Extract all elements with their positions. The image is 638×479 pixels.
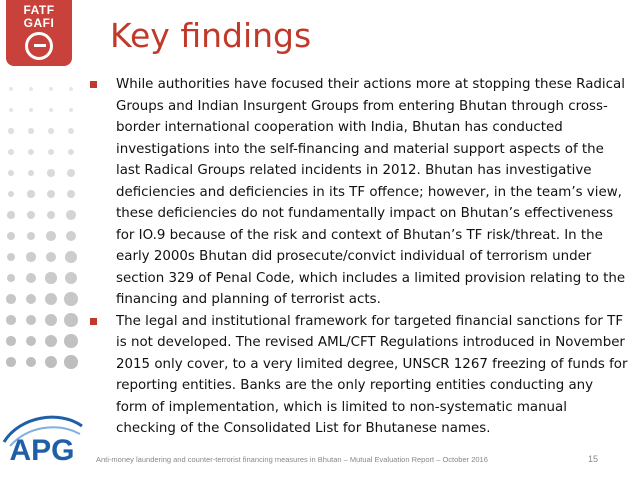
decorative-dot — [49, 108, 54, 113]
decorative-dot — [47, 211, 56, 220]
decorative-dot — [66, 231, 77, 242]
decorative-dot — [8, 191, 15, 198]
decorative-dot — [6, 336, 15, 345]
decorative-dot — [6, 357, 15, 366]
decorative-dot — [27, 190, 34, 197]
square-bullet-icon — [90, 81, 97, 88]
footer-caption: Anti-money laundering and counter-terrorist financing measures in Bhutan – Mutual Evaluation Report – October 2016 — [96, 455, 488, 464]
finding-bullet-1 — [88, 74, 628, 311]
decorative-dot — [26, 315, 37, 326]
decorative-dot — [29, 87, 33, 91]
decorative-dot — [7, 253, 15, 261]
decorative-dot — [8, 149, 14, 155]
decorative-dot — [45, 314, 57, 326]
finding-text-1: While authorities have focused their actions more at stopping these Radical Groups and Indian Insurgent Groups from entering Bhutan through cross-border international cooperation with India, Bhutan has conducted investigations into the self-financing and material support aspects of the last Radical Groups related incidents in 2012. Bhutan has investigative deficiencies and deficiencies in its TF offence; however, in the team’s view, these deficiencies do not fundamentally impact on Bhutan’s effectiveness for IO.9 because of the risk and context of Bhutan’s TF risk/threat. In the early 2000s Bhutan did prosecute/convict individual of terrorism under section 329 of Penal Code, which includes a limited provision relating to the financing and planning of terrorist acts. — [116, 77, 626, 307]
decorative-dot — [47, 190, 55, 198]
decorative-dot — [48, 128, 54, 134]
fatf-logo-text: FATF — [23, 3, 55, 17]
apg-logo — [0, 396, 84, 466]
decorative-dot — [69, 108, 74, 113]
decorative-dot — [26, 252, 35, 261]
decorative-dot — [64, 292, 77, 305]
decorative-dot — [26, 336, 37, 347]
decorative-dot — [69, 87, 73, 91]
fatf-gafi-logo — [6, 0, 72, 66]
decorative-dot — [64, 355, 77, 368]
decorative-dot — [6, 315, 15, 324]
decorative-dot — [47, 169, 54, 176]
decorative-dot — [67, 169, 75, 177]
decorative-dot — [7, 232, 15, 240]
decorative-dot — [26, 294, 37, 305]
decorative-dot — [27, 232, 36, 241]
page-title: Key findings — [110, 16, 312, 55]
decorative-dot — [46, 252, 56, 262]
decorative-dot — [27, 211, 35, 219]
finding-text-2: The legal and institutional framework for targeted financial sanctions for TF is not developed. The revised AML/CFT Regulations introduced in November 2015 only cover, to a very limited degree, UNSCR 1267 freezing of funds for reporting entities. Banks are the only reporting entities conducting any form of implementation, which is limited to non-systematic manual checking of the Consolidated List for Bhutanese names. — [116, 313, 628, 436]
decorative-dot — [45, 335, 57, 347]
decorative-dot — [45, 356, 57, 368]
decorative-dot — [48, 149, 54, 155]
decorative-dot — [26, 273, 36, 283]
decorative-dot — [6, 294, 15, 303]
decorative-dot — [28, 149, 34, 155]
decorative-dot — [29, 108, 34, 113]
square-bullet-icon — [90, 318, 97, 325]
decorative-dot — [28, 170, 35, 177]
decorative-dot — [45, 272, 56, 283]
decorative-dot — [66, 210, 76, 220]
decorative-dot — [9, 108, 14, 113]
finding-bullet-2 — [88, 311, 628, 440]
decorative-dot — [64, 334, 77, 347]
decorative-dot — [9, 87, 13, 91]
decorative-dot — [28, 128, 33, 133]
decorative-dot — [49, 87, 53, 91]
decorative-dot — [68, 149, 75, 156]
left-decoration-strip — [0, 0, 86, 479]
findings-list — [88, 74, 628, 440]
decorative-dot — [26, 357, 37, 368]
fatf-emblem-icon — [25, 32, 53, 60]
decorative-dot — [7, 211, 14, 218]
decorative-dot — [68, 128, 74, 134]
decorative-dot — [64, 313, 77, 326]
decorative-dot — [67, 190, 76, 199]
apg-logo-text: APG — [9, 434, 75, 466]
decorative-dot-grid — [4, 82, 84, 382]
decorative-dot — [45, 293, 57, 305]
decorative-dot — [8, 128, 13, 133]
decorative-dot — [65, 272, 78, 285]
decorative-dot — [65, 251, 77, 263]
gafi-logo-text: GAFI — [23, 16, 55, 30]
decorative-dot — [7, 274, 16, 283]
page-number: 15 — [588, 454, 599, 464]
decorative-dot — [46, 231, 56, 241]
decorative-dot — [8, 170, 14, 176]
